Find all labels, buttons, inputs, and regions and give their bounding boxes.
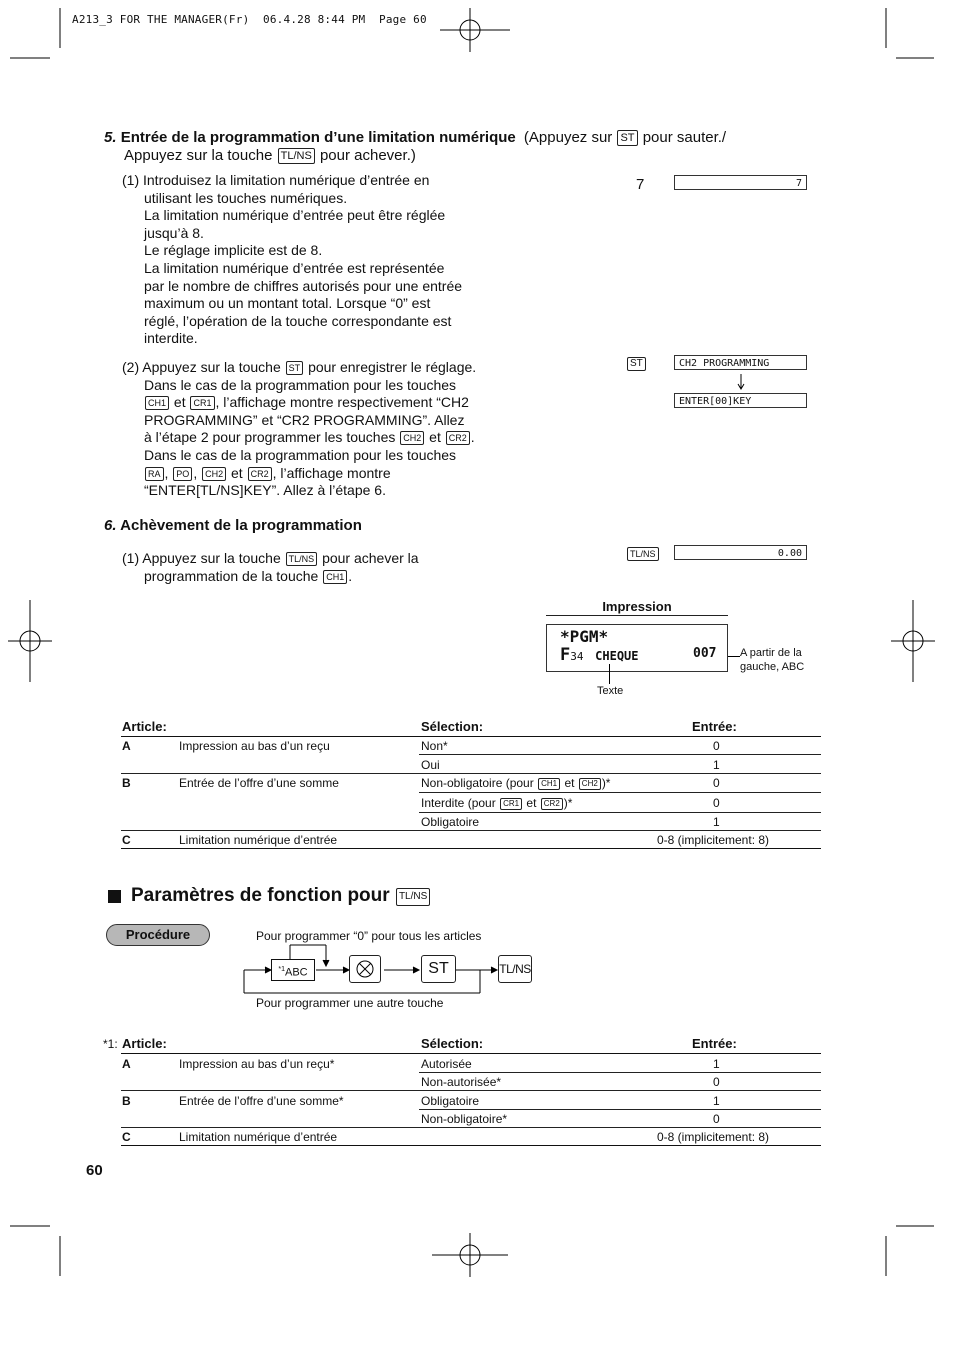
st-key-large: ST <box>421 955 456 983</box>
row-selection: Non* <box>421 739 448 753</box>
receipt-word: CHEQUE <box>595 649 639 663</box>
col-selection: Sélection: <box>421 719 484 734</box>
sub1-line: par le nombre de chiffres autorisés pour une entrée <box>144 277 463 294</box>
row-selection: Obligatoire <box>421 815 480 829</box>
ch2-key-icon: CH2 <box>202 467 226 481</box>
step5-sub1 <box>122 172 492 348</box>
step6-title: Achèvement de la programmation <box>120 517 362 534</box>
table2-rule <box>121 1127 821 1128</box>
sub1-line: La limitation numérique d’entrée est représentée <box>144 259 445 276</box>
abc-box <box>271 959 315 981</box>
note-line: gauche, ABC <box>740 661 805 673</box>
table1-rule <box>419 812 821 813</box>
step5-number: 5. <box>104 129 117 146</box>
step6-text: programmation de la touche <box>144 567 319 584</box>
row-value: 0-8 (implicitement: 8) <box>657 1130 770 1144</box>
st-key-icon: ST <box>617 130 637 146</box>
sub1-line: utilisant les touches numériques. <box>144 189 348 206</box>
table1-rule-top <box>121 736 821 737</box>
sub2-text: , l’affichage montre respectivement “CH2 <box>215 394 469 411</box>
step6-text: . <box>348 567 353 584</box>
flow-bottom-note: Pour programmer une autre touche <box>256 996 444 1010</box>
table1-rule <box>419 792 821 793</box>
step6-text: pour achever la <box>322 550 419 566</box>
row-desc: Limitation numérique d’entrée <box>179 1130 338 1144</box>
table2-footnote: *1: <box>103 1037 118 1051</box>
row-value: 1 <box>713 758 720 772</box>
cr2-key-icon: CR2 <box>541 798 563 810</box>
ra-key-icon: RA <box>145 467 164 481</box>
row-value: 1 <box>713 1057 720 1071</box>
cr2-key-icon: CR2 <box>248 467 272 481</box>
step5-title: Entrée de la programmation d’une limitation numérique <box>120 129 516 146</box>
po-key-icon: PO <box>173 467 192 481</box>
table1-rule <box>121 830 821 831</box>
row-letter: A <box>122 739 131 753</box>
sel-text: Interdite (pour <box>421 796 496 810</box>
sub2-text: et <box>231 464 243 481</box>
step5-line2-b: pour achever.) <box>319 147 416 164</box>
col-selection: Sélection: <box>421 1036 484 1051</box>
sub1-line: jusqu’à 8. <box>144 224 204 241</box>
tlns-key-icon: TL/NS <box>278 148 315 164</box>
row-value: 0 <box>713 776 720 790</box>
impression-title: Impression <box>602 599 672 614</box>
sub2-text: Dans le cas de la programmation pour les touches <box>144 446 457 463</box>
step6-sub1 <box>122 550 492 585</box>
arrow-down-icon <box>736 373 746 391</box>
receipt-pointer-right <box>728 656 740 657</box>
row-letter: C <box>122 1130 131 1144</box>
sel-text: et <box>564 776 575 790</box>
table1-rule-bottom <box>121 848 821 849</box>
tlns-key-icon: TL/NS <box>396 888 430 906</box>
sel-text: Non-obligatoire (pour <box>421 776 534 790</box>
ch1-key-icon: CH1 <box>538 778 560 790</box>
receipt-line1: *PGM* <box>560 627 609 646</box>
table1-rule <box>121 773 821 774</box>
tlns-key-icon: TL/NS <box>627 547 659 561</box>
sub2-text: , l’affichage montre <box>272 464 391 481</box>
section-bullet <box>108 890 121 903</box>
row-desc: Limitation numérique d’entrée <box>179 833 338 847</box>
table2-rule-top <box>121 1053 821 1054</box>
tlns-key-large: TL/NS <box>498 955 532 983</box>
row-selection: Obligatoire <box>421 1094 480 1108</box>
sub2-text: . <box>470 429 475 446</box>
sub1-line: La limitation numérique d’entrée peut être réglée <box>144 207 446 224</box>
impression-title-rule <box>546 615 728 616</box>
row-desc: Entrée de l’offre d’une somme <box>179 776 339 790</box>
page-header: A213_3 FOR THE MANAGER(Fr) 06.4.28 8:44 PM Page 60 <box>72 13 427 26</box>
display-1: 7 <box>674 175 807 190</box>
table2-rule <box>121 1090 821 1091</box>
step5-heading <box>104 129 726 146</box>
display-2: CH2 PROGRAMMING <box>674 355 807 370</box>
st-key-icon: ST <box>627 357 646 371</box>
step5-paren-a: (Appuyez sur <box>523 129 613 146</box>
receipt-note-right <box>740 646 804 674</box>
cr2-key-icon: CR2 <box>446 431 470 445</box>
receipt-line2 <box>560 645 639 665</box>
row-letter: C <box>122 833 131 847</box>
sub1-line: réglé, l’opération de la touche correspondante est <box>144 312 452 329</box>
row-letter: B <box>122 776 131 790</box>
sub2-text: à l’étape 2 pour programmer les touches <box>144 429 396 446</box>
row-selection: Oui <box>421 758 440 772</box>
display-3: ENTER[00]KEY <box>674 393 807 408</box>
table2-rule <box>419 1072 821 1073</box>
page-number: 60 <box>86 1162 103 1179</box>
cr1-key-icon: CR1 <box>500 798 522 810</box>
sub2-text: “ENTER[TL/NS]KEY”. Allez à l’étape 6. <box>144 482 386 499</box>
receipt-note-below: Texte <box>597 685 624 697</box>
step6-number: 6. <box>104 517 117 534</box>
sel-text: et <box>526 796 537 810</box>
sub1-line: interdite. <box>144 330 198 347</box>
display-4: 0.00 <box>674 545 807 560</box>
sub1-line: (1) Introduisez la limitation numérique d’entrée en <box>122 172 430 188</box>
sub2-text: Dans le cas de la programmation pour les touches <box>144 376 457 393</box>
row-selection <box>421 796 572 810</box>
sub1-line: maximum ou un montant total. Lorsque “0” est <box>144 295 431 312</box>
row-selection: Non-obligatoire* <box>421 1112 508 1126</box>
step5-line2 <box>124 147 416 164</box>
st-key-icon: ST <box>286 361 304 375</box>
step6-heading <box>104 517 362 534</box>
row-letter: B <box>122 1094 131 1108</box>
sel-text: )* <box>563 796 573 810</box>
ch2-key-icon: CH2 <box>579 778 601 790</box>
section2-heading <box>131 885 431 907</box>
sub2-text: et <box>429 429 441 446</box>
receipt-f: F <box>560 645 571 665</box>
step5-line2-a: Appuyez sur la touche <box>124 147 273 164</box>
sub2-text: (2) Appuyez sur la touche <box>122 359 281 375</box>
col-article: Article: <box>122 719 167 734</box>
receipt-num: 34 <box>570 650 584 663</box>
row-value: 0-8 (implicitement: 8) <box>657 833 770 847</box>
col-article: Article: <box>122 1036 167 1051</box>
ch2-key-icon: CH2 <box>400 431 424 445</box>
abc-text: ABC <box>285 966 308 979</box>
row-desc: Entrée de l’offre d’une somme* <box>179 1094 344 1108</box>
receipt-code: 007 <box>693 646 717 661</box>
abc-sup: *1 <box>278 966 285 973</box>
ch1-key-icon: CH1 <box>323 570 347 584</box>
row-selection <box>421 776 610 790</box>
procedure-badge: Procédure <box>106 924 210 946</box>
step5-sub2: (2) Appuyez sur la touche ST pour enregistrer le réglage. Dans le cas de la programmation pour les touches CH1 et CR1 , l’affichage montre respectivement “CH2 PROGRAMMING” et “CR2 PROGRAMMING”. Allez à l’étape 2 pour programmer les touches CH2 et CR2 . Dans le cas de la programmation pour les touches RA , PO , CH2 et CR2 , l’affichage montre “ENTER[TL/NS]KEY”. Allez à l’étape 6. <box>122 359 492 500</box>
row-value: 0 <box>713 1075 720 1089</box>
sub1-line: Le réglage implicite est de 8. <box>144 242 323 259</box>
row-selection: Non-autorisée* <box>421 1075 502 1089</box>
sub2-text: et <box>173 394 186 411</box>
row-value: 0 <box>713 739 720 753</box>
receipt-pointer-down <box>609 664 610 684</box>
row-value: 0 <box>713 1112 720 1126</box>
sel-text: )* <box>601 776 611 790</box>
flow-top-note: Pour programmer “0” pour tous les articles <box>256 929 482 943</box>
row-value: 1 <box>713 1094 720 1108</box>
col-entree: Entrée: <box>692 719 737 734</box>
row-letter: A <box>122 1057 131 1071</box>
sub2-text: pour enregistrer le réglage. <box>308 359 477 375</box>
multiply-key-icon <box>349 955 381 983</box>
row-selection: Autorisée <box>421 1057 472 1071</box>
step6-text: (1) Appuyez sur la touche <box>122 550 281 566</box>
row-desc: Impression au bas d’un reçu <box>179 739 330 753</box>
input-value: 7 <box>636 176 645 193</box>
note-line: A partir de la <box>740 647 802 659</box>
table2-rule-bottom <box>121 1145 821 1146</box>
row-desc: Impression au bas d’un reçu* <box>179 1057 335 1071</box>
cr1-key-icon: CR1 <box>190 396 214 410</box>
sub2-text: PROGRAMMING” et “CR2 PROGRAMMING”. Allez <box>144 411 465 428</box>
row-value: 1 <box>713 815 720 829</box>
row-value: 0 <box>713 796 720 810</box>
col-entree: Entrée: <box>692 1036 737 1051</box>
ch1-key-icon: CH1 <box>145 396 169 410</box>
step5-paren-b: pour sauter./ <box>642 129 727 146</box>
table1-rule <box>419 754 821 755</box>
section2-title: Paramètres de fonction pour <box>131 885 390 906</box>
tlns-key-icon: TL/NS <box>286 552 318 566</box>
otimes-icon <box>350 956 380 982</box>
table2-rule <box>419 1109 821 1110</box>
